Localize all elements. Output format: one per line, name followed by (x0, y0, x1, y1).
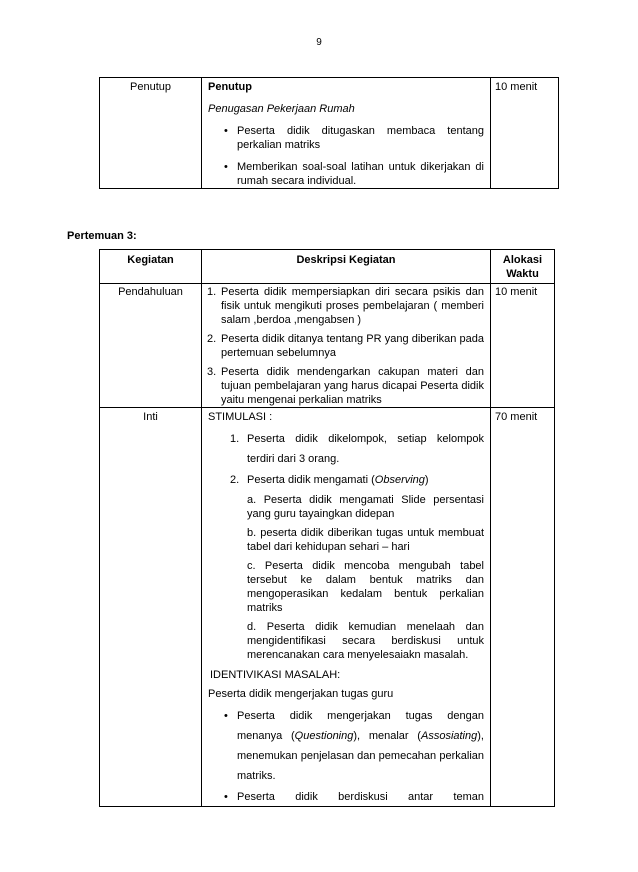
identifikasi-label: IDENTIVIKASI MASALAH: (210, 669, 341, 681)
list-item (202, 473, 484, 487)
header-deskripsi-label: Deskripsi Kegiatan (296, 254, 396, 266)
list-item (202, 332, 484, 360)
deskripsi-cell (202, 78, 491, 189)
waktu-value: 10 menit (495, 286, 538, 298)
item-text: Peserta didik mengamati ( (247, 474, 375, 486)
deskripsi-cell (202, 284, 491, 408)
pertemuan-3-table (99, 249, 555, 807)
tugas-line: Peserta didik mengerjakan tugas guru (208, 688, 394, 700)
item-number: 2. (230, 474, 240, 486)
kegiatan-label: Pendahuluan (118, 286, 183, 298)
waktu-cell (491, 408, 555, 807)
item-text-italic: Assosiating (420, 730, 478, 742)
table-row (100, 78, 559, 189)
waktu-cell (491, 284, 555, 408)
item-text: ) (424, 474, 429, 486)
kegiatan-cell (100, 408, 202, 807)
waktu-value: 10 menit (495, 81, 538, 93)
list-item (202, 365, 484, 407)
item-text-italic: Questioning (294, 730, 354, 742)
table-row (100, 284, 555, 408)
item-text: ), menemukan penjelasan dan pemecahan perkalian matriks. (237, 730, 484, 782)
header-deskripsi (202, 250, 491, 284)
header-alokasi-label: Alokasi Waktu (502, 254, 543, 280)
item-text: Peserta didik mendengarkan cakupan materi dan tujuan pembelajaran yang harus dicapai Peserta didik yaitu mengenai perkalian matriks (221, 366, 484, 406)
item-number: 3. (207, 366, 217, 378)
penutup-title: Penutup (208, 81, 252, 93)
waktu-value: 70 menit (495, 411, 538, 423)
page-number: 9 (316, 37, 322, 48)
header-kegiatan-label: Kegiatan (127, 254, 174, 266)
penutup-table (99, 77, 559, 189)
sub-item: c. Peserta didik mencoba mengubah tabel tersebut ke dalam bentuk matriks dan mengoperasikan kedalam bentuk perkalian matriks (247, 560, 484, 614)
penutup-subtitle: Penugasan Pekerjaan Rumah (208, 103, 355, 115)
item-text: ), menalar ( (353, 730, 421, 742)
header-alokasi (491, 250, 555, 284)
list-item (202, 429, 484, 469)
stimulasi-label: STIMULASI : (208, 411, 273, 423)
list-item (202, 285, 484, 327)
table-header-row (100, 250, 555, 284)
kegiatan-cell (100, 284, 202, 408)
item-text: Peserta didik dikelompok, setiap kelompok terdiri dari 3 orang. (247, 433, 484, 465)
kegiatan-label: Penutup (130, 81, 171, 93)
kegiatan-cell (100, 78, 202, 189)
list-item: • Peserta didik berdiskusi antar teman (202, 790, 484, 804)
kegiatan-label: Inti (143, 411, 158, 423)
item-text: Peserta didik mengerjakan tugas dengan menanya ( (237, 710, 484, 742)
item-text-italic: Observing (374, 474, 425, 486)
item-text: Peserta didik mempersiapkan diri secara psikis dan fisik untuk mengikuti proses pembelajaran ( memberi salam ,berdoa ,mengabsen ) (221, 286, 484, 326)
header-kegiatan (100, 250, 202, 284)
list-item: • Memberikan soal-soal latihan untuk dikerjakan di rumah secara individual. (202, 160, 484, 188)
list-item: • Peserta didik ditugaskan membaca tentang perkalian matriks (202, 124, 484, 152)
pertemuan-heading: Pertemuan 3: (67, 230, 137, 242)
table-row (100, 408, 555, 807)
sub-item: d. Peserta didik kemudian menelaah dan mengidentifikasi secara berdiskusi untuk merencanakan cara menyelesaiakn masalah. (247, 621, 484, 661)
item-text: Peserta didik ditanya tentang PR yang diberikan pada pertemuan sebelumnya (221, 333, 484, 359)
item-number: 1. (207, 286, 217, 298)
list-item (202, 706, 484, 786)
deskripsi-cell (202, 408, 491, 807)
waktu-cell (491, 78, 559, 189)
item-number: 1. (230, 433, 240, 445)
sub-item: a. Peserta didik mengamati Slide persentasi yang guru tayaingkan didepan (247, 494, 484, 520)
item-number: 2. (207, 333, 217, 345)
sub-item: b. peserta didik diberikan tugas untuk membuat tabel dari kehidupan sehari – hari (247, 527, 484, 553)
